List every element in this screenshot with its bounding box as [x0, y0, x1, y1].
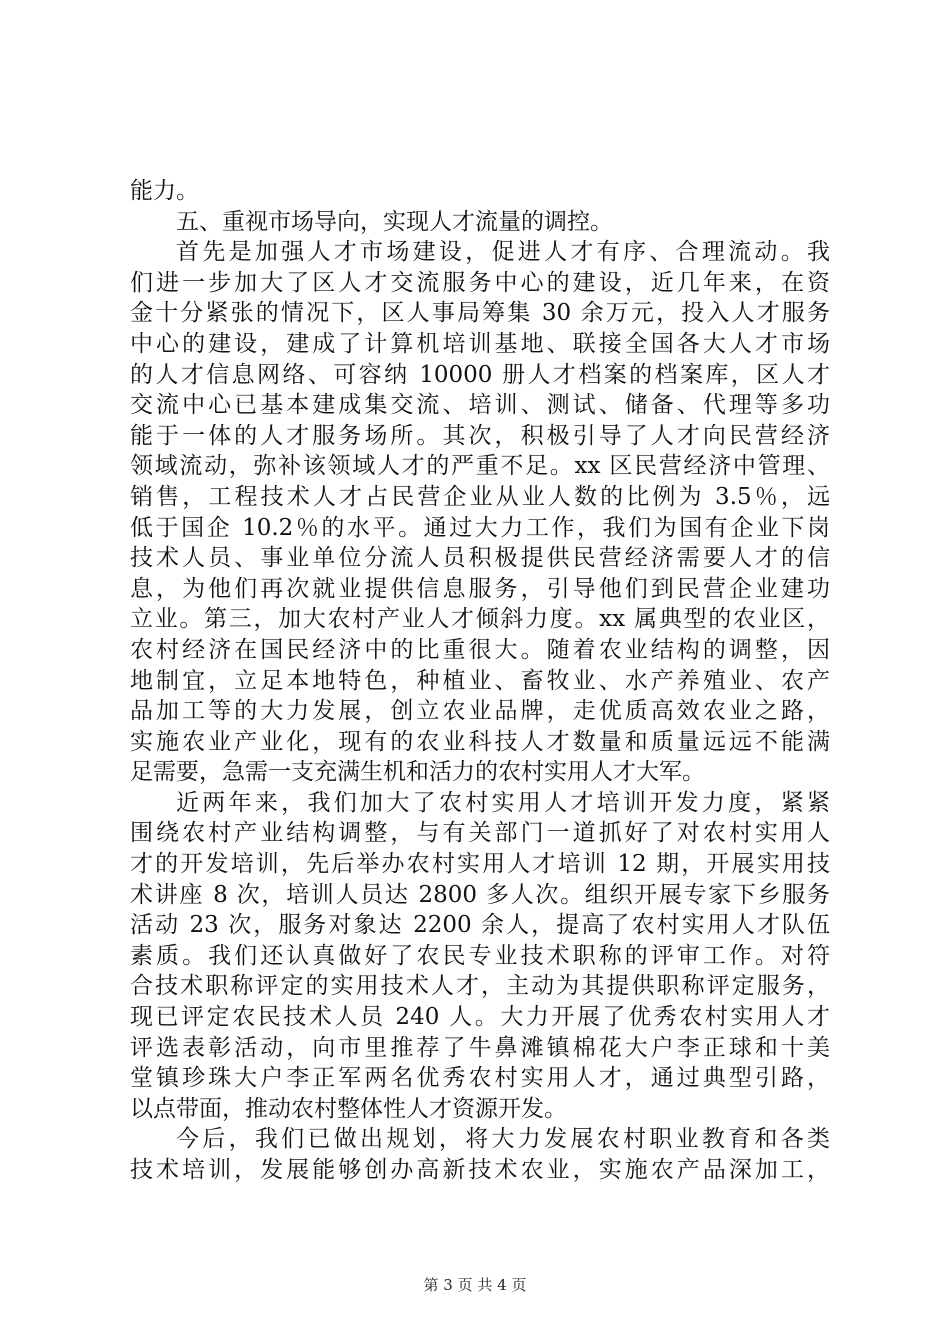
text-line: 低于国企 10.2％的水平。通过大力工作，我们为国有企业下岗 — [130, 514, 830, 541]
text-line: 足需要，急需一支充满生机和活力的农村实用人才大军。 — [130, 759, 705, 786]
text-line: 术讲座 8 次，培训人员达 2800 多人次。组织开展专家下乡服务 — [130, 881, 830, 908]
text-line: 能力。 — [130, 178, 199, 204]
text-line: 技术人员、事业单位分流人员积极提供民营经济需要人才的信 — [130, 545, 830, 572]
page-footer: 第 3 页 共 4 页 — [423, 1276, 527, 1294]
body-text — [130, 176, 830, 1186]
text-line: 们进一步加大了区人才交流服务中心的建设，近几年来，在资 — [130, 269, 830, 296]
text-line: 以点带面，推动农村整体性人才资源开发。 — [130, 1095, 567, 1122]
text-line: 堂镇珍珠大户李正军两名优秀农村实用人才，通过典型引路， — [130, 1065, 830, 1092]
text-line: 现已评定农民技术人员 240 人。大力开展了优秀农村实用人才 — [130, 1004, 830, 1031]
text-line: 今后，我们已做出规划，将大力发展农村职业教育和各类 — [176, 1126, 830, 1153]
text-line: 领域流动，弥补该领域人才的严重不足。xx 区民营经济中管理、 — [130, 453, 830, 480]
text-line: 技术培训，发展能够创办高新技术农业，实施农产品深加工， — [130, 1157, 830, 1183]
text-line: 品加工等的大力发展，创立农业品牌，走优质高效农业之路， — [130, 698, 830, 725]
text-line: 围绕农村产业结构调整，与有关部门一道抓好了对农村实用人 — [130, 820, 830, 847]
text-line: 近两年来，我们加大了农村实用人才培训开发力度，紧紧 — [176, 789, 830, 816]
text-line: 五、重视市场导向，实现人才流量的调控。 — [176, 208, 613, 235]
text-line: 的人才信息网络、可容纳 10000 册人才档案的档案库，区人才 — [130, 361, 830, 388]
text-line: 评选表彰活动，向市里推荐了牛鼻滩镇棉花大户李正球和十美 — [130, 1034, 830, 1061]
text-line: 活动 23 次，服务对象达 2200 余人，提高了农村实用人才队伍 — [130, 912, 830, 939]
text-line: 才的开发培训，先后举办农村实用人才培训 12 期，开展实用技 — [130, 851, 830, 878]
text-line: 合技术职称评定的实用技术人才，主动为其提供职称评定服务， — [130, 973, 830, 1000]
text-line: 金十分紧张的情况下，区人事局筹集 30 余万元，投入人才服务 — [130, 300, 830, 327]
text-line: 立业。第三，加大农村产业人才倾斜力度。xx 属典型的农业区， — [130, 606, 830, 633]
text-line: 地制宜，立足本地特色，种植业、畜牧业、水产养殖业、农产 — [130, 667, 830, 694]
text-line: 农村经济在国民经济中的比重很大。随着农业结构的调整，因 — [130, 636, 830, 663]
text-line: 息，为他们再次就业提供信息服务，引导他们到民营企业建功 — [130, 575, 830, 602]
text-line: 实施农业产业化，现有的农业科技人才数量和质量远远不能满 — [130, 728, 830, 755]
text-line: 交流中心已基本建成集交流、培训、测试、储备、代理等多功 — [130, 392, 830, 419]
text-line: 首先是加强人才市场建设，促进人才有序、合理流动。我 — [176, 239, 830, 266]
text-line: 素质。我们还认真做好了农民专业技术职称的评审工作。对符 — [130, 942, 830, 969]
text-line: 销售，工程技术人才占民营企业从业人数的比例为 3.5％，远 — [130, 483, 830, 510]
text-line: 中心的建设，建成了计算机培训基地、联接全国各大人才市场 — [130, 330, 830, 357]
text-line: 能于一体的人才服务场所。其次，积极引导了人才向民营经济 — [130, 422, 830, 449]
